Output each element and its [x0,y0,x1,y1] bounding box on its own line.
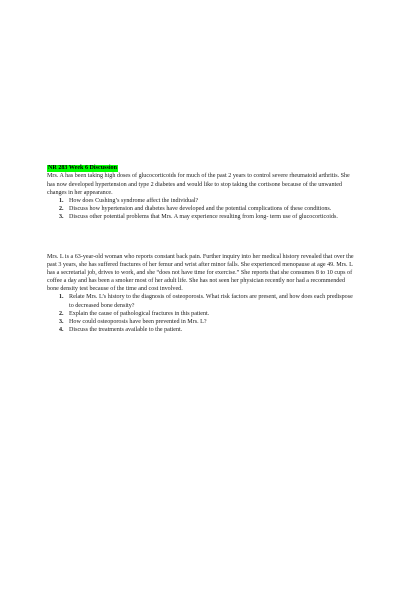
question-text: Discuss the treatments available to the patient. [69,326,183,333]
case2-question [47,318,357,326]
question-text: Discuss other potential problems that Mrs. A may experience resulting from long- term use of glucocorticoids. [69,213,338,220]
question-text: Relate Mrs. L’s history to the diagnosis of osteoporosis. What risk factors are present, and how does each predispose to decreased bone density? [69,294,353,309]
question-text: Explain the cause of pathological fractures in this patient. [69,310,210,317]
question-text: Discuss how hypertension and diabetes have developed and the potential complications of these conditions. [69,205,332,212]
case1-question-list [47,197,357,221]
case2-question [47,310,357,318]
question-text: How does Cushing’s syndrome affect the individual? [69,197,199,204]
document-heading: NR 283 Week 6 Discussion [48,165,117,171]
case1-intro: Mrs. A has been taking high doses of glucocorticoids for much of the past 2 years to control severe rheumatoid arthritis. She has now developed hypertension and type 2 diabetes and would like to stop taking the cortisone because of the unwanted changes in her appearance. [47,173,350,196]
question-number: 1. [59,197,64,204]
case1-question [47,197,357,205]
question-number: 3. [59,318,64,325]
document-heading-wrap [47,164,357,172]
case1-question [47,205,357,213]
case1-question [47,213,357,221]
question-number: 2. [59,310,64,317]
question-number: 3. [59,213,64,220]
question-number: 2. [59,205,64,212]
question-number: 4. [59,326,64,333]
question-text: How could osteoporosis have been prevented in Mrs. L? [69,318,207,325]
case2-question [47,326,357,334]
document-body [47,164,357,334]
question-number: 1. [59,294,64,301]
case2-question-list [47,293,357,333]
case2-intro: Mrs. L is a 63-year-old woman who reports constant back pain. Further inquiry into her medical history revealed that over the past 3 years, she has suffered fractures of her femur and wrist after minor falls. She experienced menopause at age 49. Mrs. L has a secretarial job, drives to work, and she “does not have time for exercise.” She reports that she consumes 8 to 10 cups of coffee a day and has been a smoker most of her adult life. She has not seen her physician recently nor had a recommended bone density test because of the time and cost involved. [47,253,354,293]
case2-section [47,253,357,334]
case2-question [47,293,357,309]
